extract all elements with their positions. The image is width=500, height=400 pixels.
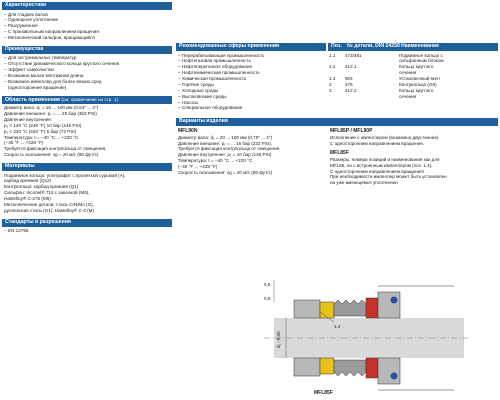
text-line: Размеры, номера позиций и наименования как для — [330, 156, 440, 162]
seal-face-lower — [366, 358, 378, 378]
text-line: Скорость скольжения: vg = 20 м/с (66 фут/с) — [4, 152, 99, 158]
text-line: Исполнение с импеллером (возможно двустаннее). — [330, 134, 440, 140]
impeller-lower — [320, 358, 334, 374]
cell: сильфонным блоком — [399, 58, 444, 64]
text-line: Металлические детали: сталь CrNiMo (G), — [4, 201, 94, 207]
recommended-header: Рекомендованные сферы применения — [176, 43, 326, 51]
text-line: С односторонним направлением вращения. — [330, 140, 424, 146]
table-row — [328, 94, 496, 100]
list-item: – Нефтеперегонное оборудование — [178, 64, 324, 70]
list-item: – Отсутствие динамического кольца круглого сечения — [4, 61, 170, 67]
text-line: Температура: t = −40 °C ... +220 °C — [178, 158, 253, 164]
standards-list — [2, 227, 172, 234]
standards-header: Стандарты и разрешения — [2, 219, 172, 227]
operating-range-header — [2, 96, 172, 104]
list-item: – Горячие среды — [178, 82, 324, 88]
cell — [345, 94, 399, 100]
cell: Кольцо круглого — [399, 64, 434, 70]
cell: Установочный винт — [399, 76, 441, 81]
list-item: – Перерабатывающая промышленность — [178, 53, 324, 59]
list-item: – Одинарное уплотнение — [4, 17, 170, 23]
text-line: Hastelloy® C-276 (M5) — [4, 196, 51, 201]
seal-cross-section-drawing — [234, 278, 474, 398]
list-item: – Холодные среды — [178, 88, 324, 94]
advantages-list — [2, 54, 172, 91]
cell: 904 — [345, 76, 353, 81]
list-item: – Насосы — [178, 100, 324, 106]
cell: Кольцо круглого — [399, 87, 434, 93]
characteristics-section — [2, 2, 172, 41]
list-item: – Нефтехимическая промышленность — [178, 70, 324, 76]
seat-upper — [378, 292, 400, 318]
list-item: – Эффект самоочистки — [4, 67, 170, 73]
parts-table — [328, 43, 498, 111]
text-line: Требуется фиксация контрпольца от смещения. — [4, 146, 107, 152]
text-line: MFL85, но с встроенным импеллером (поз. 1.4). — [330, 162, 433, 168]
collar-upper — [294, 300, 320, 318]
drawing-caption: MFL85F — [314, 390, 333, 396]
cell: 475 — [345, 81, 353, 87]
list-item: – Металлический сильфон, вращающийся — [4, 35, 170, 41]
materials-section — [2, 163, 172, 214]
operating-range-section — [2, 96, 172, 158]
text-line: При необходимости импеллер может быть установлен — [330, 174, 447, 180]
materials-text — [2, 171, 172, 214]
text-line: p₁ < 220 °C (428 °F) 5 бар (72 PSI) — [4, 128, 77, 134]
parts-table-header — [328, 43, 498, 51]
operating-range-title: Область применения — [5, 96, 60, 103]
cell: сечения — [399, 70, 417, 76]
list-item: – Возможна малая монтажная длина — [4, 73, 170, 79]
list-item: – С произвольным направлением вращения — [4, 29, 170, 35]
advantages-header: Преимущества — [2, 46, 172, 54]
cell: сечения — [399, 93, 417, 99]
text-line: Скорость скольжения: vg = 20 м/с (66 фут/с) — [178, 169, 273, 175]
cell: Контркольцо (G9) — [399, 81, 437, 87]
variant-title: MFL85F — [330, 150, 349, 157]
operating-range-note: (см. примечание на стр. 1) — [61, 96, 118, 102]
variant-mfl90n — [178, 128, 328, 186]
collar-lower — [294, 358, 320, 376]
col-header-part-no: № детали, DIN 24250 — [347, 43, 400, 50]
standards-section — [2, 219, 172, 234]
list-item-continuation: (одностороннее вращение) — [8, 84, 67, 90]
text-line: (−40 °F ... +428 °F) — [4, 140, 44, 146]
variants-header: Варианты изделия — [176, 118, 498, 126]
text-line: Давление внешнее: p₁ = ... 16 бар (232 PSI), — [178, 140, 273, 146]
text-line: Давление внутреннее: — [4, 116, 53, 122]
list-item: – Для экстремальных температур — [4, 55, 170, 61]
operating-range-text — [2, 104, 172, 158]
text-line: Сильфон: Inconel® 718 с закалкой (M6), — [4, 190, 90, 196]
right-column — [176, 43, 498, 191]
seal-face-upper — [366, 298, 378, 318]
characteristics-list — [2, 10, 172, 41]
list-item: – Нефтегазовая промышленность — [178, 58, 324, 64]
text-line: дуплексная сталь (G1), Hastelloy® C-4 (M) — [4, 207, 95, 213]
bellows-upper — [334, 300, 366, 316]
dim-label-upper: 0,5 — [264, 282, 271, 287]
text-line: карбид кремния (Q12) — [4, 178, 52, 184]
cell: Подвижное кольцо с — [399, 52, 443, 58]
left-column — [2, 2, 172, 239]
advantages-section — [2, 46, 172, 91]
cell: 3 — [329, 87, 332, 93]
text-line: Требуется фиксация контрпольца от смещения. — [178, 146, 281, 152]
diameter-label: d₁ −0,05 — [276, 331, 281, 348]
oring-lower — [391, 373, 398, 380]
characteristics-header: Характеристики — [2, 2, 172, 10]
list-item: – EN 12756 — [4, 228, 170, 234]
top-row — [176, 43, 498, 116]
parts-table-body — [328, 51, 498, 100]
list-item: – Разгруженное — [4, 23, 170, 29]
text-line: Подвижное кольцо: углеграфит с пропиткой сурьмой (A), — [4, 172, 126, 178]
list-item: – Высоковязкие среды — [178, 94, 324, 100]
variant-title: MFL85P / MFL90P — [330, 128, 373, 135]
text-line: Контркольцо: карбид кремния (Q1) — [4, 184, 79, 190]
recommended-section — [176, 43, 326, 111]
cell: 472/481 — [345, 52, 362, 58]
list-item: – Возможен импеллер для более вязких сред — [4, 79, 170, 85]
materials-header: Материалы — [2, 163, 172, 171]
bellows-lower — [334, 360, 366, 376]
cell: 1.2 — [329, 64, 336, 70]
text-line: С односторонним направлением вращения! — [330, 168, 424, 174]
part-label: 1.4 — [334, 324, 341, 329]
text-line: p₁ < 120 °C (248 °F) 10 бар (145 PSI) — [4, 122, 82, 128]
list-item: – Специальное оборудование — [178, 105, 324, 111]
text-line: Давление внутреннее: p₁ = 10 бар (145 PSI) — [178, 152, 272, 158]
cell: 2 — [329, 81, 332, 87]
seat-lower — [378, 358, 400, 384]
list-item: – Для гладких валов — [4, 12, 170, 18]
cell: 1.1 — [329, 52, 336, 58]
col-header-pos: Поз. — [331, 43, 342, 50]
cell: 1.3 — [329, 76, 336, 81]
text-line: (−40 °F ... +428 °F) — [178, 164, 218, 170]
cell — [329, 94, 345, 100]
variant-title: MFL90N — [178, 128, 198, 135]
dim-label-lower: 0,5 — [264, 296, 271, 301]
impeller-upper — [320, 302, 334, 318]
cell: 412.2 — [345, 87, 357, 93]
col-header-name: Наименование — [401, 43, 440, 50]
variants-body — [176, 126, 498, 186]
oring-upper — [391, 297, 398, 304]
text-line: Диаметр вала: d₁ = 16 ... 100 мм (0,64" ... 4") — [4, 105, 99, 111]
text-line: Диаметр вала: d₁ = 20 ... 100 мм (0,79" ... 4") — [178, 134, 273, 140]
text-line: на уже имеющемся уплотнении — [330, 180, 398, 186]
recommended-list — [176, 51, 326, 111]
text-line: Температура: t = −40 °C ... +220 °C — [4, 134, 79, 140]
list-item: – Химическая промышленность — [178, 76, 324, 82]
text-line: Давление внешнее: p₁ = ... 25 бар (363 PSI) — [4, 111, 97, 116]
variants-section — [176, 118, 498, 186]
variant-mfl85p — [328, 128, 496, 186]
cell: 412.1 — [345, 64, 357, 70]
